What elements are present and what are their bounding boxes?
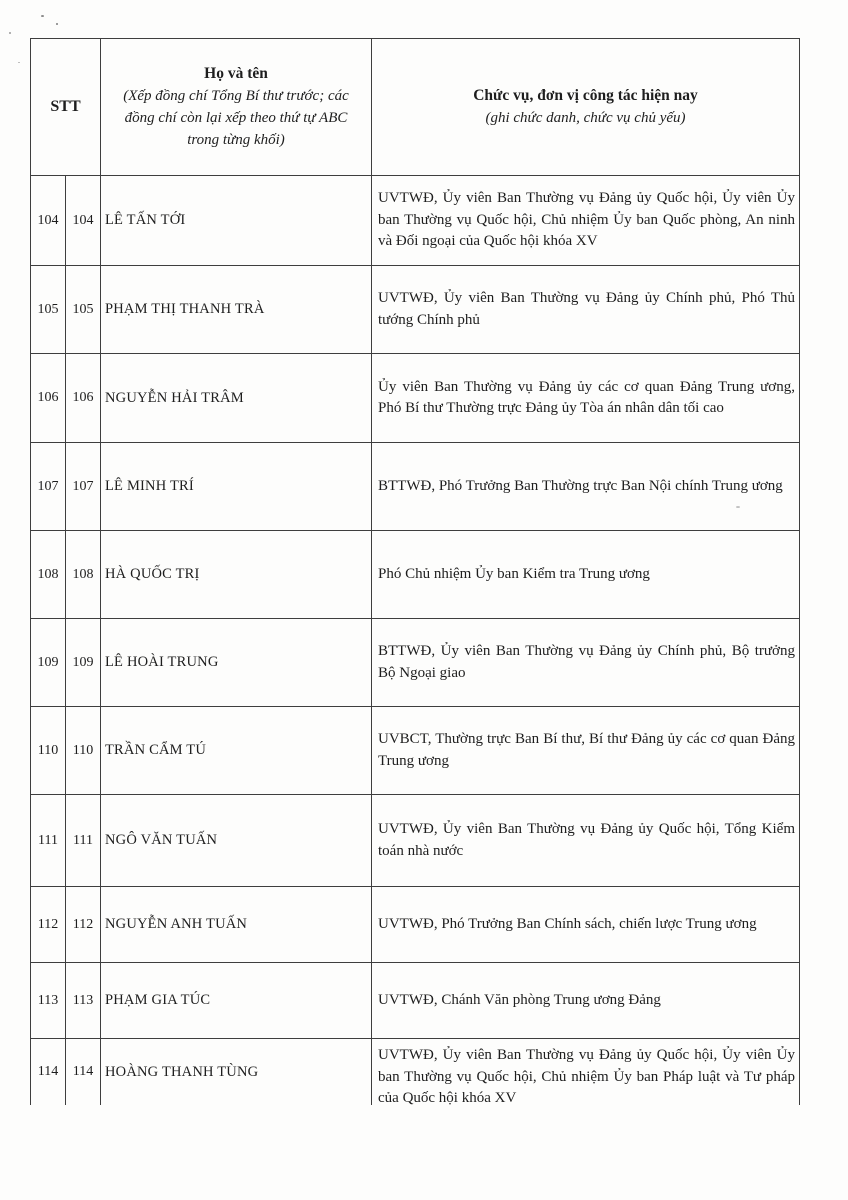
row-position <box>372 531 799 618</box>
row-number-right: 111 <box>66 795 101 886</box>
header-name-subtitle: (Xếp đồng chí Tổng Bí thư trước; các đồng chí còn lại xếp theo thứ tự ABC trong từng khối) <box>123 88 349 148</box>
row-position <box>372 887 799 962</box>
header-stt: STT <box>31 39 101 175</box>
row-name: TRẦN CẨM TÚ <box>101 707 372 794</box>
row-position <box>372 354 799 442</box>
row-number-right: 104 <box>66 176 101 265</box>
row-position <box>372 176 799 265</box>
row-number-right: 106 <box>66 354 101 442</box>
row-number-right: 105 <box>66 266 101 353</box>
row-number-left: 110 <box>31 707 66 794</box>
row-number-left: 109 <box>31 619 66 706</box>
row-name: LÊ TẤN TỚI <box>101 176 372 265</box>
row-name: PHẠM THỊ THANH TRÀ <box>101 266 372 353</box>
row-position-text: UVTWĐ, Ủy viên Ban Thường vụ Đảng ủy Quốc hội, Ủy viên Ủy ban Thường vụ Quốc hội, Chủ nhiệm Ủy ban Pháp luật và Tư pháp của Quốc hội khóa XV <box>378 1047 795 1105</box>
row-position-text: BTTWĐ, Phó Trưởng Ban Thường trực Ban Nội chính Trung ương <box>378 477 783 494</box>
row-number-right: 113 <box>66 963 101 1038</box>
row-number-left: 105 <box>31 266 66 353</box>
header-name-column <box>101 39 372 175</box>
header-position-title: Chức vụ, đơn vị công tác hiện nay <box>473 87 698 104</box>
row-number-right: 114 <box>66 1039 101 1105</box>
row-position-text: Phó Chủ nhiệm Ủy ban Kiểm tra Trung ương <box>378 565 650 582</box>
row-position-text: UVTWĐ, Chánh Văn phòng Trung ương Đảng <box>378 991 661 1008</box>
row-name: PHẠM GIA TÚC <box>101 963 372 1038</box>
row-number-left: 113 <box>31 963 66 1038</box>
row-position-text: UVTWĐ, Ủy viên Ban Thường vụ Đảng ủy Quốc hội, Ủy viên Ủy ban Thường vụ Quốc hội, Chủ nhiệm Ủy ban Quốc phòng, An ninh và Đối ngoại của Quốc hội khóa XV <box>378 190 795 250</box>
row-number-right: 112 <box>66 887 101 962</box>
row-position <box>372 266 799 353</box>
row-position <box>372 619 799 706</box>
row-position-text: UVTWĐ, Ủy viên Ban Thường vụ Đảng ủy Chính phủ, Phó Thủ tướng Chính phủ <box>378 290 795 328</box>
table-row <box>31 531 799 619</box>
row-number-left: 106 <box>31 354 66 442</box>
table-row <box>31 1039 799 1105</box>
scan-speck <box>9 32 11 34</box>
row-position <box>372 963 799 1038</box>
row-name: NGUYỄN ANH TUẤN <box>101 887 372 962</box>
table-row <box>31 795 799 887</box>
row-position-text: UVTWĐ, Ủy viên Ban Thường vụ Đảng ủy Quốc hội, Tổng Kiểm toán nhà nước <box>378 821 795 859</box>
header-position-column <box>372 39 799 175</box>
row-number-right: 109 <box>66 619 101 706</box>
table-row <box>31 707 799 795</box>
row-position <box>372 795 799 886</box>
roster-table <box>30 38 800 1105</box>
row-number-left: 111 <box>31 795 66 886</box>
header-name-title: Họ và tên <box>204 65 268 82</box>
row-number-left: 107 <box>31 443 66 530</box>
row-position <box>372 443 799 530</box>
row-position <box>372 707 799 794</box>
table-row <box>31 619 799 707</box>
row-number-left: 108 <box>31 531 66 618</box>
row-name: HOÀNG THANH TÙNG <box>101 1039 372 1105</box>
scan-speck <box>56 23 58 25</box>
row-number-right: 108 <box>66 531 101 618</box>
row-number-right: 107 <box>66 443 101 530</box>
row-name: HÀ QUỐC TRỊ <box>101 531 372 618</box>
table-header-row <box>31 39 799 176</box>
row-position-text: UVBCT, Thường trực Ban Bí thư, Bí thư Đảng ủy các cơ quan Đảng Trung ương <box>378 731 795 769</box>
header-position-subtitle: (ghi chức danh, chức vụ chủ yếu) <box>485 110 686 126</box>
row-name: LÊ MINH TRÍ <box>101 443 372 530</box>
row-position-text: UVTWĐ, Phó Trưởng Ban Chính sách, chiến lược Trung ương <box>378 915 757 932</box>
scan-speck <box>41 15 44 17</box>
row-number-left: 112 <box>31 887 66 962</box>
table-row <box>31 963 799 1039</box>
scan-speck <box>18 62 20 63</box>
table-row <box>31 266 799 354</box>
table-row <box>31 176 799 266</box>
row-name: LÊ HOÀI TRUNG <box>101 619 372 706</box>
table-row <box>31 887 799 963</box>
row-number-left: 114 <box>31 1039 66 1105</box>
row-name: NGUYỄN HẢI TRÂM <box>101 354 372 442</box>
table-row <box>31 443 799 531</box>
row-position-text: BTTWĐ, Ủy viên Ban Thường vụ Đảng ủy Chính phủ, Bộ trưởng Bộ Ngoại giao <box>378 643 795 681</box>
table-row <box>31 354 799 443</box>
row-position <box>372 1039 799 1105</box>
row-number-left: 104 <box>31 176 66 265</box>
row-number-right: 110 <box>66 707 101 794</box>
table-body <box>31 176 799 1105</box>
row-position-text: Ủy viên Ban Thường vụ Đảng ủy các cơ quan Đảng Trung ương, Phó Bí thư Thường trực Đảng ủy Tòa án nhân dân tối cao <box>378 378 795 416</box>
row-name: NGÔ VĂN TUẤN <box>101 795 372 886</box>
